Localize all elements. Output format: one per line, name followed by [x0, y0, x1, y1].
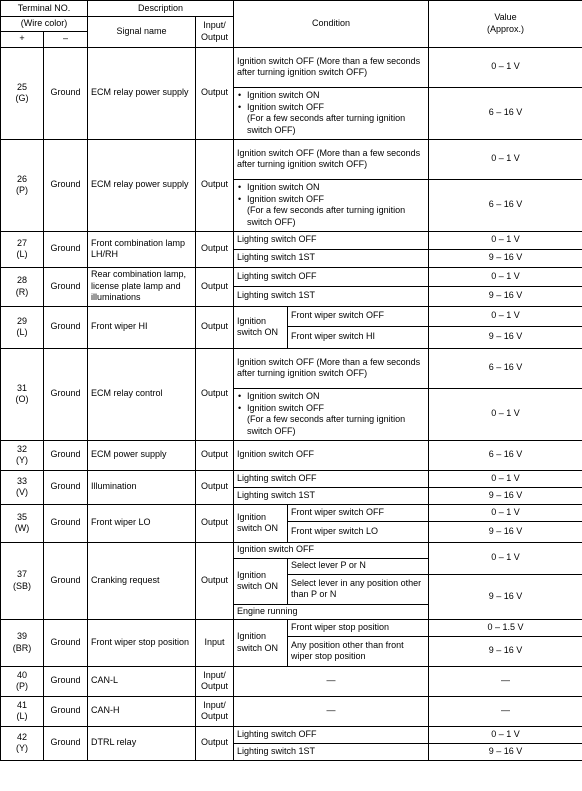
ignition-on-cell: Ignition switch ON — [234, 504, 288, 542]
signal-name: ECM relay power supply — [88, 139, 196, 231]
wire-color: (R) — [15, 286, 29, 297]
ground-cell: Ground — [44, 306, 88, 348]
ground-cell: Ground — [44, 139, 88, 231]
header-input-output: Input/ Output — [196, 17, 234, 48]
wire-color: (O) — [15, 394, 29, 404]
ground-cell: Ground — [44, 231, 88, 267]
header-condition: Condition — [234, 1, 429, 48]
condition-cell — [234, 388, 429, 440]
wire-color: (P) — [16, 185, 28, 195]
signal-name: Front combination lamp LH/RH — [88, 231, 196, 267]
io-cell: Input/ Output — [196, 666, 234, 696]
terminal-cell — [1, 440, 44, 470]
terminal-cell — [1, 470, 44, 504]
value-cell: — — [429, 696, 582, 726]
condition-bullet — [237, 194, 425, 229]
signal-name: ECM power supply — [88, 440, 196, 470]
io-cell: Output — [196, 47, 234, 139]
value-cell: 0 – 1 V — [429, 726, 582, 743]
header-approx-text: (Approx.) — [487, 23, 525, 34]
ground-cell: Ground — [44, 542, 88, 619]
terminal-number: 26 — [16, 173, 27, 184]
value-cell: 9 – 16 V — [429, 521, 582, 542]
table-header — [1, 1, 582, 48]
condition-cell: Lighting switch 1ST — [234, 249, 429, 267]
terminal-cell — [1, 726, 44, 760]
condition-cell: Ignition switch OFF (More than a few seconds after turning ignition switch OFF) — [234, 348, 429, 388]
condition-cell: Lighting switch 1ST — [234, 487, 429, 504]
condition-bullets — [237, 182, 425, 228]
terminal-cell — [1, 348, 44, 440]
value-cell: 6 – 16 V — [429, 179, 582, 231]
condition-cell: Ignition switch OFF — [234, 440, 429, 470]
signal-name: Illumination — [88, 470, 196, 504]
condition-cell: Lighting switch OFF — [234, 267, 429, 286]
value-cell: 0 – 1 V — [429, 504, 582, 521]
signal-name: Rear combination lamp, license plate lamp and illuminations — [88, 267, 196, 306]
ground-cell: Ground — [44, 619, 88, 666]
table-row — [1, 696, 582, 726]
terminal-number: 39 — [16, 631, 27, 641]
signal-name: ECM relay power supply — [88, 47, 196, 139]
table-row — [1, 47, 582, 87]
terminal-cell — [1, 306, 44, 348]
io-cell: Output — [196, 231, 234, 267]
io-cell: Output — [196, 504, 234, 542]
io-cell: Output — [196, 348, 234, 440]
terminal-cell — [1, 504, 44, 542]
condition-cell: Lighting switch OFF — [234, 726, 429, 743]
io-cell: Output — [196, 139, 234, 231]
value-cell: 9 – 16 V — [429, 249, 582, 267]
condition-cell: Lighting switch 1ST — [234, 286, 429, 306]
terminal-number: 42 — [16, 731, 27, 742]
terminal-cell — [1, 619, 44, 666]
value-cell: — — [429, 666, 582, 696]
condition-cell: Any position other than front wiper stop position — [288, 636, 429, 666]
terminal-number: 29 — [16, 315, 27, 326]
signal-name: CAN-L — [88, 666, 196, 696]
ground-cell: Ground — [44, 726, 88, 760]
terminal-number: 40 — [16, 669, 27, 680]
condition-bullet-sub: (For a few seconds after turning ignition switch OFF) — [247, 205, 406, 227]
condition-bullet-sub: (For a few seconds after turning ignition switch OFF) — [247, 414, 406, 436]
wire-color: (SB) — [13, 580, 31, 591]
io-cell: Output — [196, 267, 234, 306]
value-cell: 0 – 1 V — [429, 470, 582, 487]
ground-cell: Ground — [44, 666, 88, 696]
ground-cell: Ground — [44, 504, 88, 542]
value-cell: 9 – 16 V — [429, 286, 582, 306]
terminal-cell — [1, 666, 44, 696]
table-row — [1, 440, 582, 470]
header-terminal-no — [1, 1, 88, 17]
ignition-on-cell: Ignition switch ON — [234, 558, 288, 604]
io-cell: Output — [196, 726, 234, 760]
condition-cell: Front wiper switch OFF — [288, 504, 429, 521]
condition-cell: Ignition switch OFF (More than a few seconds after turning ignition switch OFF) — [234, 139, 429, 179]
condition-cell: Lighting switch OFF — [234, 231, 429, 249]
condition-cell — [234, 179, 429, 231]
table-row — [1, 726, 582, 743]
condition-bullets — [237, 90, 425, 136]
terminal-number: 33 — [16, 475, 27, 486]
wire-color: (L) — [16, 249, 28, 259]
table-row — [1, 666, 582, 696]
signal-name: DTRL relay — [88, 726, 196, 760]
value-cell: 0 – 1 V — [429, 306, 582, 326]
table-row — [1, 231, 582, 249]
io-cell: Output — [196, 542, 234, 619]
table-row — [1, 470, 582, 487]
value-cell: 9 – 16 V — [429, 636, 582, 666]
condition-bullet-sub: (For a few seconds after turning ignition switch OFF) — [247, 113, 406, 135]
ground-cell: Ground — [44, 348, 88, 440]
value-cell: 0 – 1 V — [429, 267, 582, 286]
condition-cell: Front wiper switch OFF — [288, 306, 429, 326]
signal-name: Front wiper stop position — [88, 619, 196, 666]
header-wire-color: (Wire color) — [1, 17, 88, 32]
condition-bullets — [237, 391, 425, 437]
condition-cell — [234, 87, 429, 139]
table-row — [1, 139, 582, 179]
condition-bullet: • Ignition switch ON — [237, 90, 425, 102]
wire-color: (V) — [16, 487, 28, 497]
value-cell: 0 – 1 V — [429, 388, 582, 440]
signal-name: ECM relay control — [88, 348, 196, 440]
condition-bullet-text: Ignition switch OFF — [247, 101, 325, 112]
wire-color: (BR) — [12, 642, 32, 653]
condition-bullet: • Ignition switch ON — [237, 391, 425, 403]
value-cell: 0 – 1.5 V — [429, 619, 582, 636]
condition-cell: Front wiper switch LO — [288, 521, 429, 542]
value-cell: 0 – 1 V — [429, 47, 582, 87]
io-cell: Input/ Output — [196, 696, 234, 726]
header-value-text: Value — [494, 12, 517, 23]
value-cell: 0 – 1 V — [429, 139, 582, 179]
header-terminal-no-text: Terminal NO. — [17, 2, 71, 13]
terminal-cell — [1, 696, 44, 726]
value-cell: 9 – 16 V — [429, 487, 582, 504]
table-body — [1, 47, 582, 760]
condition-cell: Select lever in any position other than P or N — [288, 574, 429, 604]
wire-color: (Y) — [16, 743, 28, 753]
condition-cell: Ignition switch OFF (More than a few seconds after turning ignition switch OFF) — [234, 47, 429, 87]
table-row — [1, 504, 582, 521]
terminal-number: 31 — [16, 382, 27, 393]
terminal-cell — [1, 267, 44, 306]
terminal-number: 27 — [16, 237, 27, 248]
value-cell: 6 – 16 V — [429, 440, 582, 470]
io-cell: Output — [196, 306, 234, 348]
signal-name: Front wiper HI — [88, 306, 196, 348]
condition-bullet-text: Ignition switch OFF — [247, 402, 325, 413]
terminal-number: 37 — [16, 569, 27, 579]
wire-color: (G) — [15, 93, 29, 103]
terminal-cell — [1, 139, 44, 231]
condition-bullet-text: Ignition switch OFF — [247, 193, 325, 204]
header-value — [429, 1, 582, 48]
wire-color: (W) — [14, 523, 30, 533]
value-cell: 9 – 16 V — [429, 326, 582, 348]
ground-cell: Ground — [44, 440, 88, 470]
header-signal-name: Signal name — [88, 17, 196, 48]
ignition-on-cell: Ignition switch ON — [234, 306, 288, 348]
header-plus: + — [1, 31, 44, 47]
terminal-cell — [1, 542, 44, 619]
condition-cell: Lighting switch OFF — [234, 470, 429, 487]
condition-cell: Ignition switch OFF — [234, 542, 429, 558]
ground-cell: Ground — [44, 470, 88, 504]
table-row — [1, 348, 582, 388]
header-description: Description — [88, 1, 234, 17]
condition-cell: Front wiper switch HI — [288, 326, 429, 348]
value-cell: 0 – 1 V — [429, 231, 582, 249]
terminal-number: 41 — [16, 699, 27, 710]
header-minus: – — [44, 31, 88, 47]
wire-color: (L) — [16, 711, 28, 721]
value-cell: 6 – 16 V — [429, 87, 582, 139]
wire-color: (P) — [16, 681, 28, 691]
ignition-on-cell: Ignition switch ON — [234, 619, 288, 666]
table-row — [1, 267, 582, 286]
condition-bullet — [237, 102, 425, 137]
ground-cell: Ground — [44, 47, 88, 139]
signal-name: CAN-H — [88, 696, 196, 726]
condition-cell: Engine running — [234, 604, 429, 619]
terminal-number: 32 — [16, 443, 27, 454]
condition-bullet — [237, 403, 425, 438]
value-cell: 6 – 16 V — [429, 348, 582, 388]
io-cell: Output — [196, 440, 234, 470]
terminal-cell — [1, 47, 44, 139]
ground-cell: Ground — [44, 267, 88, 306]
condition-cell: Front wiper stop position — [288, 619, 429, 636]
ground-cell: Ground — [44, 696, 88, 726]
value-cell: 0 – 1 V — [429, 542, 582, 574]
value-cell: 9 – 16 V — [429, 574, 582, 619]
value-cell: 9 – 16 V — [429, 743, 582, 760]
condition-cell: Select lever P or N — [288, 558, 429, 574]
table-row — [1, 306, 582, 326]
terminal-number: 25 — [16, 81, 27, 92]
condition-bullet: • Ignition switch ON — [237, 182, 425, 194]
wire-color: (L) — [16, 327, 28, 337]
condition-cell: — — [234, 696, 429, 726]
condition-cell: — — [234, 666, 429, 696]
wire-color: (Y) — [16, 455, 28, 465]
terminal-number: 28 — [16, 275, 27, 285]
condition-cell: Lighting switch 1ST — [234, 743, 429, 760]
terminal-number: 35 — [16, 511, 27, 522]
io-cell: Output — [196, 470, 234, 504]
table-row — [1, 619, 582, 636]
signal-name: Front wiper LO — [88, 504, 196, 542]
table-row — [1, 542, 582, 558]
terminal-cell — [1, 231, 44, 267]
io-cell: Input — [196, 619, 234, 666]
signal-name: Cranking request — [88, 542, 196, 619]
